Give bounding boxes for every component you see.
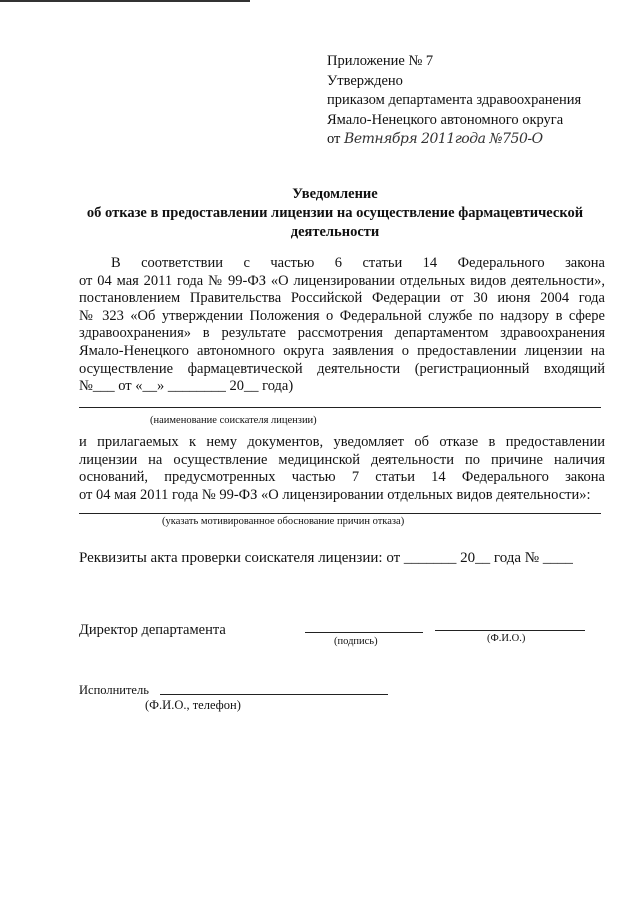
paragraph-line: №___ от «__» ________ 20__ года): [79, 378, 294, 395]
director-label: Директор департамента: [79, 622, 226, 638]
director-name-caption: (Ф.И.О.): [487, 633, 526, 644]
order-date-line: [327, 130, 627, 150]
order-date-prefix: от: [327, 131, 341, 147]
appendix-number: Приложение № 7: [327, 53, 434, 69]
paragraph-line: от 04 мая 2011 года № 99-ФЗ «О лицензировании отдельных видов деятельности»:: [79, 486, 591, 503]
executor-line: [160, 694, 388, 695]
refusal-reason-caption: (указать мотивированное обоснование причин отказа): [162, 516, 405, 527]
order-line: приказом департамента здравоохранения: [327, 92, 582, 108]
scan-edge-mark: [0, 0, 250, 2]
document-title: [70, 185, 600, 242]
inspection-act-requisites: Реквизиты акта проверки соискателя лицензии: от _______ 20__ года № ____: [79, 550, 573, 566]
title-line-1: Уведомление: [292, 186, 378, 202]
refusal-reason-line: [79, 513, 601, 514]
district-line: Ямало-Ненецкого автономного округа: [327, 111, 564, 128]
paragraph-line: В соответствии с частью 6 статьи 14 Федерального закона: [111, 255, 605, 271]
paragraph-line: осуществление фармацевтической деятельности (регистрационный входящий: [79, 360, 605, 377]
paragraph-line: здравоохранения» в результате рассмотрения департаментом здравоохранения: [79, 325, 605, 342]
title-line-2: об отказе в предоставлении лицензии на осуществление фармацевтической: [86, 205, 584, 221]
paragraph-line: и прилагаемых к нему документов, уведомляет об отказе в предоставлении: [79, 434, 605, 450]
approved-label: Утверждено: [327, 72, 403, 89]
appendix-block: [327, 52, 627, 150]
second-paragraph: [79, 434, 605, 504]
signature-caption: (подпись): [334, 636, 378, 647]
executor-label: Исполнитель: [79, 683, 149, 697]
paragraph-line: от 04 мая 2011 года № 99-ФЗ «О лицензировании отдельных видов деятельности»,: [79, 272, 605, 289]
paragraph-line: лицензии на осуществление медицинской деятельности по причине наличия: [79, 451, 605, 468]
main-paragraph: [79, 255, 605, 396]
title-line-3: деятельности: [290, 224, 380, 240]
paragraph-line: постановлением Правительства Российской Федерации от 30 июня 2004 года: [79, 290, 605, 307]
applicant-name-caption: (наименование соискателя лицензии): [150, 415, 317, 426]
director-signature-line: [305, 632, 423, 633]
handwritten-date-number: Ветнября 2011года №750-О: [344, 131, 543, 147]
executor-caption: (Ф.И.О., телефон): [145, 698, 241, 712]
applicant-name-line: [79, 407, 601, 408]
paragraph-line: Ямало-Ненецкого автономного округа заявления о предоставлении лицензии на: [79, 342, 605, 359]
paragraph-line: № 323 «Об утверждении Положения о Федеральной службе по надзору в сфере: [79, 307, 605, 324]
director-name-line: [435, 630, 585, 631]
paragraph-line: оснований, предусмотренных частью 7 статьи 14 Федерального закона: [79, 469, 605, 486]
